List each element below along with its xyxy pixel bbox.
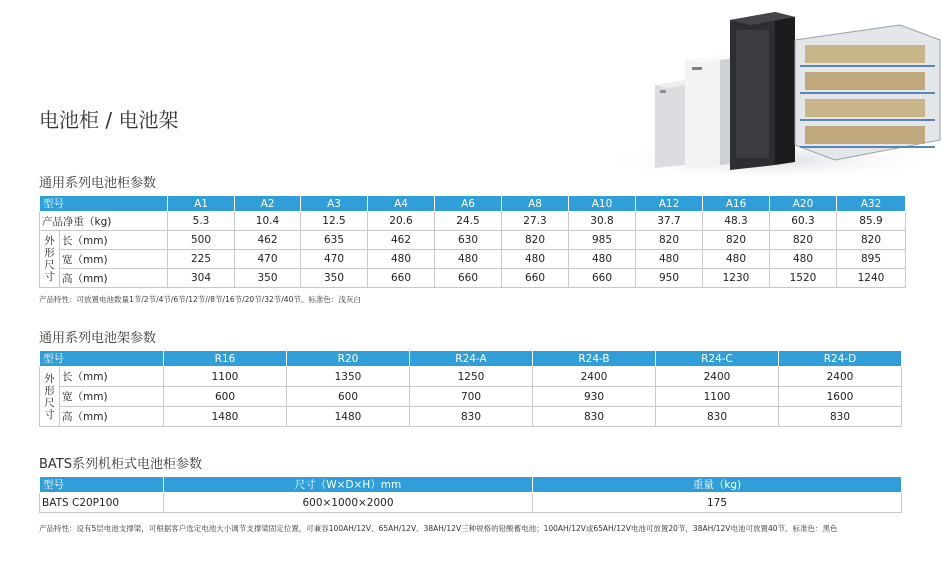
bats-size-cell: 600×1000×2000 bbox=[164, 493, 533, 513]
width-cell: 1100 bbox=[656, 387, 779, 407]
rack-model-cell: R24-D bbox=[779, 351, 902, 367]
weight-cell: 5.3 bbox=[168, 212, 235, 231]
height-label: 高（mm) bbox=[60, 269, 168, 288]
width-cell: 600 bbox=[287, 387, 410, 407]
weight-cell: 20.6 bbox=[368, 212, 435, 231]
width-label: 宽（mm) bbox=[60, 387, 164, 407]
length-cell: 462 bbox=[368, 231, 435, 250]
bats-model-cell: BATS C20P100 bbox=[40, 493, 164, 513]
table-row bbox=[40, 269, 906, 288]
weight-cell: 24.5 bbox=[435, 212, 502, 231]
height-cell: 660 bbox=[368, 269, 435, 288]
table-row bbox=[40, 250, 906, 269]
dimension-char: 尺 bbox=[44, 396, 55, 409]
bats-header-weight: 重量（kg) bbox=[533, 477, 902, 493]
height-cell: 1230 bbox=[703, 269, 770, 288]
width-cell: 1600 bbox=[779, 387, 902, 407]
dimension-char: 外 bbox=[44, 235, 55, 247]
rack-model-cell: R16 bbox=[164, 351, 287, 367]
weight-cell: 12.5 bbox=[301, 212, 368, 231]
weight-cell: 10.4 bbox=[235, 212, 301, 231]
dimension-label bbox=[40, 367, 60, 427]
height-cell: 660 bbox=[435, 269, 502, 288]
height-cell: 1520 bbox=[770, 269, 837, 288]
length-label: 长（mm) bbox=[60, 367, 164, 387]
cabinet-model-cell: A2 bbox=[235, 196, 301, 212]
height-cell: 1480 bbox=[287, 407, 410, 427]
bats-header-model: 型号 bbox=[40, 477, 164, 493]
cabinet-header-row bbox=[40, 196, 906, 212]
length-cell: 2400 bbox=[656, 367, 779, 387]
product-image bbox=[600, 0, 942, 175]
battery-rack-icon bbox=[795, 25, 940, 160]
width-cell: 470 bbox=[235, 250, 301, 269]
cabinet-note: 产品特性：可放置电池数量1节/2节/4节/6节/12节//8节/16节/20节/32节/40节。标准色：浅灰白 bbox=[39, 295, 361, 304]
table-row bbox=[40, 367, 902, 387]
length-cell: 630 bbox=[435, 231, 502, 250]
height-cell: 660 bbox=[502, 269, 569, 288]
width-label: 宽（mm) bbox=[60, 250, 168, 269]
length-cell: 2400 bbox=[533, 367, 656, 387]
width-cell: 895 bbox=[837, 250, 906, 269]
height-cell: 1240 bbox=[837, 269, 906, 288]
height-label: 高（mm) bbox=[60, 407, 164, 427]
cabinet-header-label: 型号 bbox=[40, 196, 168, 212]
width-cell: 480 bbox=[770, 250, 837, 269]
dimension-char: 外 bbox=[44, 372, 55, 385]
bats-header-size: 尺寸（W×D×H）mm bbox=[164, 477, 533, 493]
length-cell: 462 bbox=[235, 231, 301, 250]
length-cell: 820 bbox=[837, 231, 906, 250]
cabinet-model-cell: A16 bbox=[703, 196, 770, 212]
table-row bbox=[40, 407, 902, 427]
rack-header-label: 型号 bbox=[40, 351, 164, 367]
width-cell: 480 bbox=[569, 250, 636, 269]
height-cell: 830 bbox=[533, 407, 656, 427]
width-cell: 480 bbox=[368, 250, 435, 269]
table-row bbox=[40, 387, 902, 407]
page-title: 电池柜 / 电池架 bbox=[39, 108, 179, 132]
weight-cell: 37.7 bbox=[636, 212, 703, 231]
weight-cell: 27.3 bbox=[502, 212, 569, 231]
rack-section-title: 通用系列电池架参数 bbox=[39, 331, 157, 346]
table-row bbox=[40, 231, 906, 250]
height-cell: 304 bbox=[168, 269, 235, 288]
table-row bbox=[40, 493, 902, 513]
rack-model-cell: R24-A bbox=[410, 351, 533, 367]
rack-model-cell: R20 bbox=[287, 351, 410, 367]
cabinet-model-cell: A32 bbox=[837, 196, 906, 212]
height-cell: 830 bbox=[410, 407, 533, 427]
width-cell: 480 bbox=[636, 250, 703, 269]
weight-cell: 30.8 bbox=[569, 212, 636, 231]
length-cell: 820 bbox=[770, 231, 837, 250]
width-cell: 700 bbox=[410, 387, 533, 407]
length-cell: 820 bbox=[636, 231, 703, 250]
cabinet-table bbox=[39, 195, 906, 288]
bats-note: 产品特性：设有5层电池支撑梁，可根据客户选定电池大小调节支撑梁固定位置，可兼容100AH/12V、65AH/12V、38AH/12V三种规格的铅酸蓄电池；100AH/12V或65AH/12V电池可放置20节，38AH/12V电池可放置40节。标准色：黑色 bbox=[39, 524, 838, 533]
length-cell: 1250 bbox=[410, 367, 533, 387]
height-cell: 830 bbox=[779, 407, 902, 427]
width-cell: 480 bbox=[502, 250, 569, 269]
dimension-char: 寸 bbox=[44, 408, 55, 421]
rack-table bbox=[39, 350, 902, 427]
length-cell: 820 bbox=[703, 231, 770, 250]
length-cell: 985 bbox=[569, 231, 636, 250]
length-cell: 820 bbox=[502, 231, 569, 250]
weight-cell: 60.3 bbox=[770, 212, 837, 231]
black-cabinet-icon bbox=[730, 12, 795, 170]
rack-model-cell: R24-B bbox=[533, 351, 656, 367]
rack-header-row bbox=[40, 351, 902, 367]
weight-cell: 85.9 bbox=[837, 212, 906, 231]
cabinet-model-cell: A3 bbox=[301, 196, 368, 212]
cabinet-section-title: 通用系列电池柜参数 bbox=[39, 176, 157, 191]
cabinet-model-cell: A20 bbox=[770, 196, 837, 212]
height-cell: 950 bbox=[636, 269, 703, 288]
weight-label: 产品净重（kg) bbox=[40, 212, 168, 231]
length-cell: 1350 bbox=[287, 367, 410, 387]
height-cell: 660 bbox=[569, 269, 636, 288]
weight-cell: 48.3 bbox=[703, 212, 770, 231]
height-cell: 830 bbox=[656, 407, 779, 427]
cabinet-model-cell: A1 bbox=[168, 196, 235, 212]
cabinet-model-cell: A6 bbox=[435, 196, 502, 212]
bats-weight-cell: 175 bbox=[533, 493, 902, 513]
width-cell: 470 bbox=[301, 250, 368, 269]
dimension-label bbox=[40, 231, 60, 288]
dimension-char: 形 bbox=[44, 384, 55, 397]
dimension-char: 尺 bbox=[44, 259, 55, 271]
height-cell: 350 bbox=[235, 269, 301, 288]
length-cell: 635 bbox=[301, 231, 368, 250]
table-row bbox=[40, 212, 906, 231]
length-cell: 2400 bbox=[779, 367, 902, 387]
height-cell: 1480 bbox=[164, 407, 287, 427]
width-cell: 600 bbox=[164, 387, 287, 407]
length-cell: 1100 bbox=[164, 367, 287, 387]
length-label: 长（mm) bbox=[60, 231, 168, 250]
width-cell: 480 bbox=[703, 250, 770, 269]
bats-header-row bbox=[40, 477, 902, 493]
dimension-char: 形 bbox=[44, 247, 55, 259]
dimension-char: 寸 bbox=[44, 271, 55, 283]
cabinet-model-cell: A8 bbox=[502, 196, 569, 212]
length-cell: 500 bbox=[168, 231, 235, 250]
bats-table bbox=[39, 476, 902, 513]
cabinet-model-cell: A10 bbox=[569, 196, 636, 212]
width-cell: 480 bbox=[435, 250, 502, 269]
width-cell: 225 bbox=[168, 250, 235, 269]
width-cell: 930 bbox=[533, 387, 656, 407]
height-cell: 350 bbox=[301, 269, 368, 288]
rack-model-cell: R24-C bbox=[656, 351, 779, 367]
cabinet-model-cell: A12 bbox=[636, 196, 703, 212]
bats-section-title: BATS系列机柜式电池柜参数 bbox=[39, 457, 202, 472]
white-cabinet-icon bbox=[685, 55, 735, 168]
cabinet-model-cell: A4 bbox=[368, 196, 435, 212]
